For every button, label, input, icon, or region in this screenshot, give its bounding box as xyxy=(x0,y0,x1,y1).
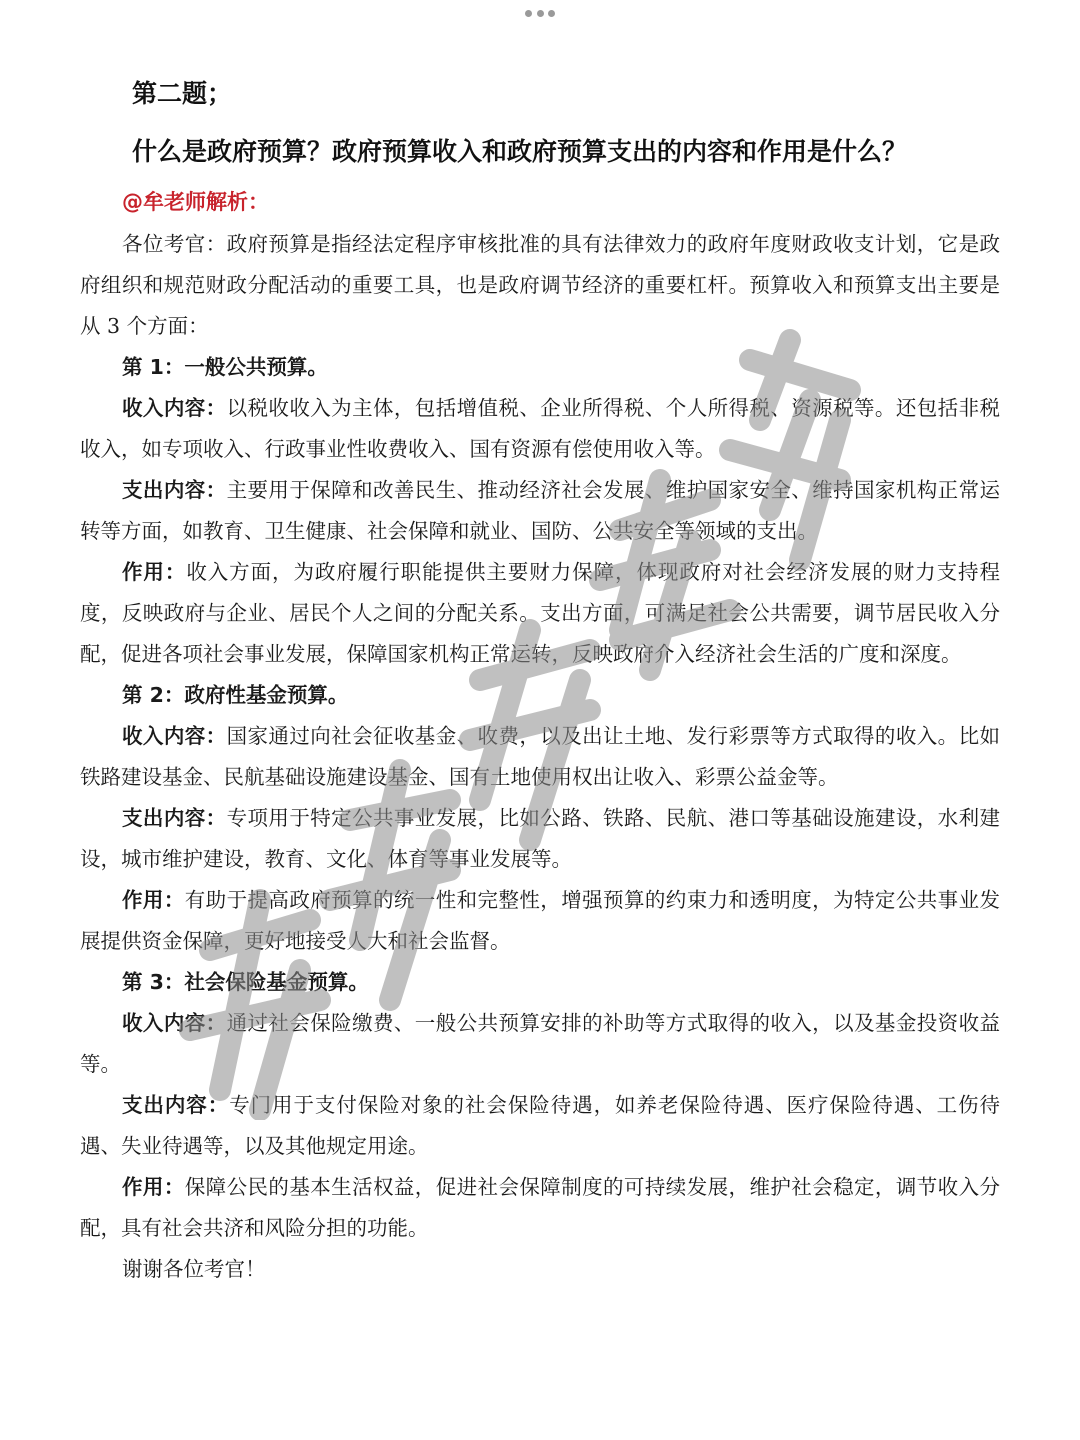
income-text: 通过社会保险缴费、一般公共预算安排的补助等方式取得的收入，以及基金投资收益等。 xyxy=(80,1011,1001,1076)
section-1-income xyxy=(80,388,1000,470)
section-3-title: 第 3：社会保险基金预算。 xyxy=(122,970,369,994)
section-3-income xyxy=(80,1003,1000,1085)
dot xyxy=(537,10,544,17)
expense-label: 支出内容： xyxy=(122,1093,230,1117)
role-label: 作用： xyxy=(122,560,187,584)
section-3-expense xyxy=(80,1085,1000,1167)
income-label: 收入内容： xyxy=(122,724,227,748)
closing-text: 谢谢各位考官！ xyxy=(122,1257,266,1281)
income-text: 国家通过向社会征收基金、收费，以及出让土地、发行彩票等方式取得的收入。比如铁路建设基金、民航基础设施建设基金、国有土地使用权出让收入、彩票公益金等。 xyxy=(80,724,1001,789)
role-text: 保障公民的基本生活权益，促进社会保障制度的可持续发展，维护社会稳定，调节收入分配，具有社会共济和风险分担的功能。 xyxy=(80,1175,1001,1240)
author-label: @牟老师解析： xyxy=(122,190,269,214)
intro-paragraph: 各位考官：政府预算是指经法定程序审核批准的具有法律效力的政府年度财政收支计划，它是政府组织和规范财政分配活动的重要工具，也是政府调节经济的重要杠杆。预算收入和预算支出主要是从 3 个方面： xyxy=(80,232,1000,338)
answer-body xyxy=(80,224,1000,1290)
section-1-title: 第 1：一般公共预算。 xyxy=(122,355,328,379)
more-options-icon[interactable] xyxy=(525,4,555,22)
dot xyxy=(525,10,532,17)
income-label: 收入内容： xyxy=(122,1011,227,1035)
section-2-title: 第 2：政府性基金预算。 xyxy=(122,683,349,707)
section-2-role xyxy=(80,880,1000,962)
role-text: 有助于提高政府预算的统一性和完整性，增强预算的约束力和透明度，为特定公共事业发展提供资金保障，更好地接受人大和社会监督。 xyxy=(80,888,1001,953)
income-label: 收入内容： xyxy=(122,396,227,420)
role-text: 收入方面，为政府履行职能提供主要财力保障，体现政府对社会经济发展的财力支持程度，反映政府与企业、居民个人之间的分配关系。支出方面，可满足社会公共需要，调节居民收入分配，促进各项社会事业发展，保障国家机构正常运转，反映政府介入经济社会生活的广度和深度。 xyxy=(80,560,1000,666)
expense-text: 专项用于特定公共事业发展，比如公路、铁路、民航、港口等基础设施建设，水利建设，城市维护建设，教育、文化、体育等事业发展等。 xyxy=(80,806,1001,871)
section-2-expense xyxy=(80,798,1000,880)
section-3-role xyxy=(80,1167,1000,1249)
section-1-role xyxy=(80,552,1000,675)
expense-text: 专门用于支付保险对象的社会保险待遇，如养老保险待遇、医疗保险待遇、工伤待遇、失业待遇等，以及其他规定用途。 xyxy=(80,1093,1000,1158)
dot xyxy=(548,10,555,17)
income-text: 以税收收入为主体，包括增值税、企业所得税、个人所得税、资源税等。还包括非税收入，如专项收入、行政事业性收费收入、国有资源有偿使用收入等。 xyxy=(80,396,1001,461)
section-1-expense xyxy=(80,470,1000,552)
section-2-income xyxy=(80,716,1000,798)
role-label: 作用： xyxy=(122,888,185,912)
expense-label: 支出内容： xyxy=(122,806,227,830)
expense-text: 主要用于保障和改善民生、推动经济社会发展、维护国家安全、维持国家机构正常运转等方面，如教育、卫生健康、社会保障和就业、国防、公共安全等领域的支出。 xyxy=(80,478,1001,543)
section-heading: 第二题； xyxy=(132,79,233,108)
role-label: 作用： xyxy=(122,1175,185,1199)
expense-label: 支出内容： xyxy=(122,478,227,502)
question-title: 什么是政府预算？政府预算收入和政府预算支出的内容和作用是什么？ xyxy=(132,137,908,166)
